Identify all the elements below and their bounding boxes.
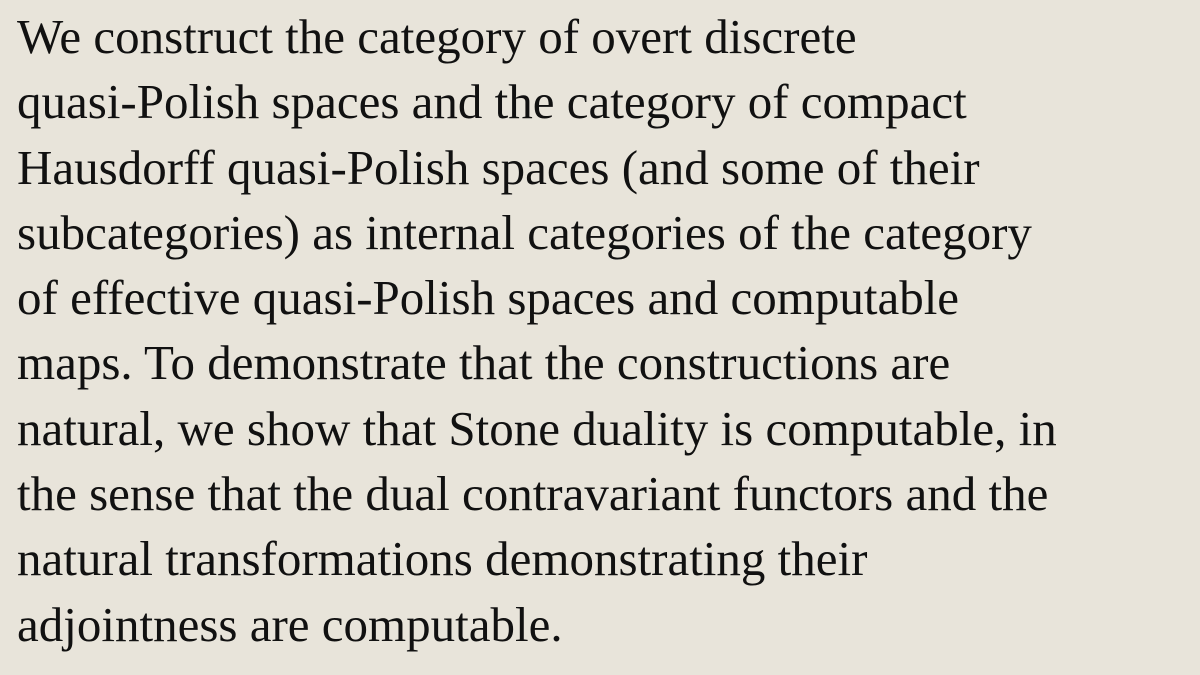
abstract-line: adjointness are computable.	[17, 596, 563, 652]
abstract-line: the sense that the dual contravariant functors and the	[17, 466, 1049, 522]
abstract-line: We construct the category of overt discrete	[17, 9, 857, 64]
abstract-line: of effective quasi-Polish spaces and computable	[17, 270, 960, 326]
abstract-line: natural, we show that Stone duality is computable, in	[17, 400, 1057, 456]
abstract-paragraph	[17, 4, 1192, 657]
abstract-line: Hausdorff quasi-Polish spaces (and some of their	[17, 139, 980, 195]
abstract-line: maps. To demonstrate that the constructions are	[17, 335, 951, 391]
abstract-line: quasi-Polish spaces and the category of compact	[17, 74, 967, 130]
abstract-line: subcategories) as internal categories of the category	[17, 204, 1032, 260]
abstract-line: natural transformations demonstrating their	[17, 531, 868, 587]
